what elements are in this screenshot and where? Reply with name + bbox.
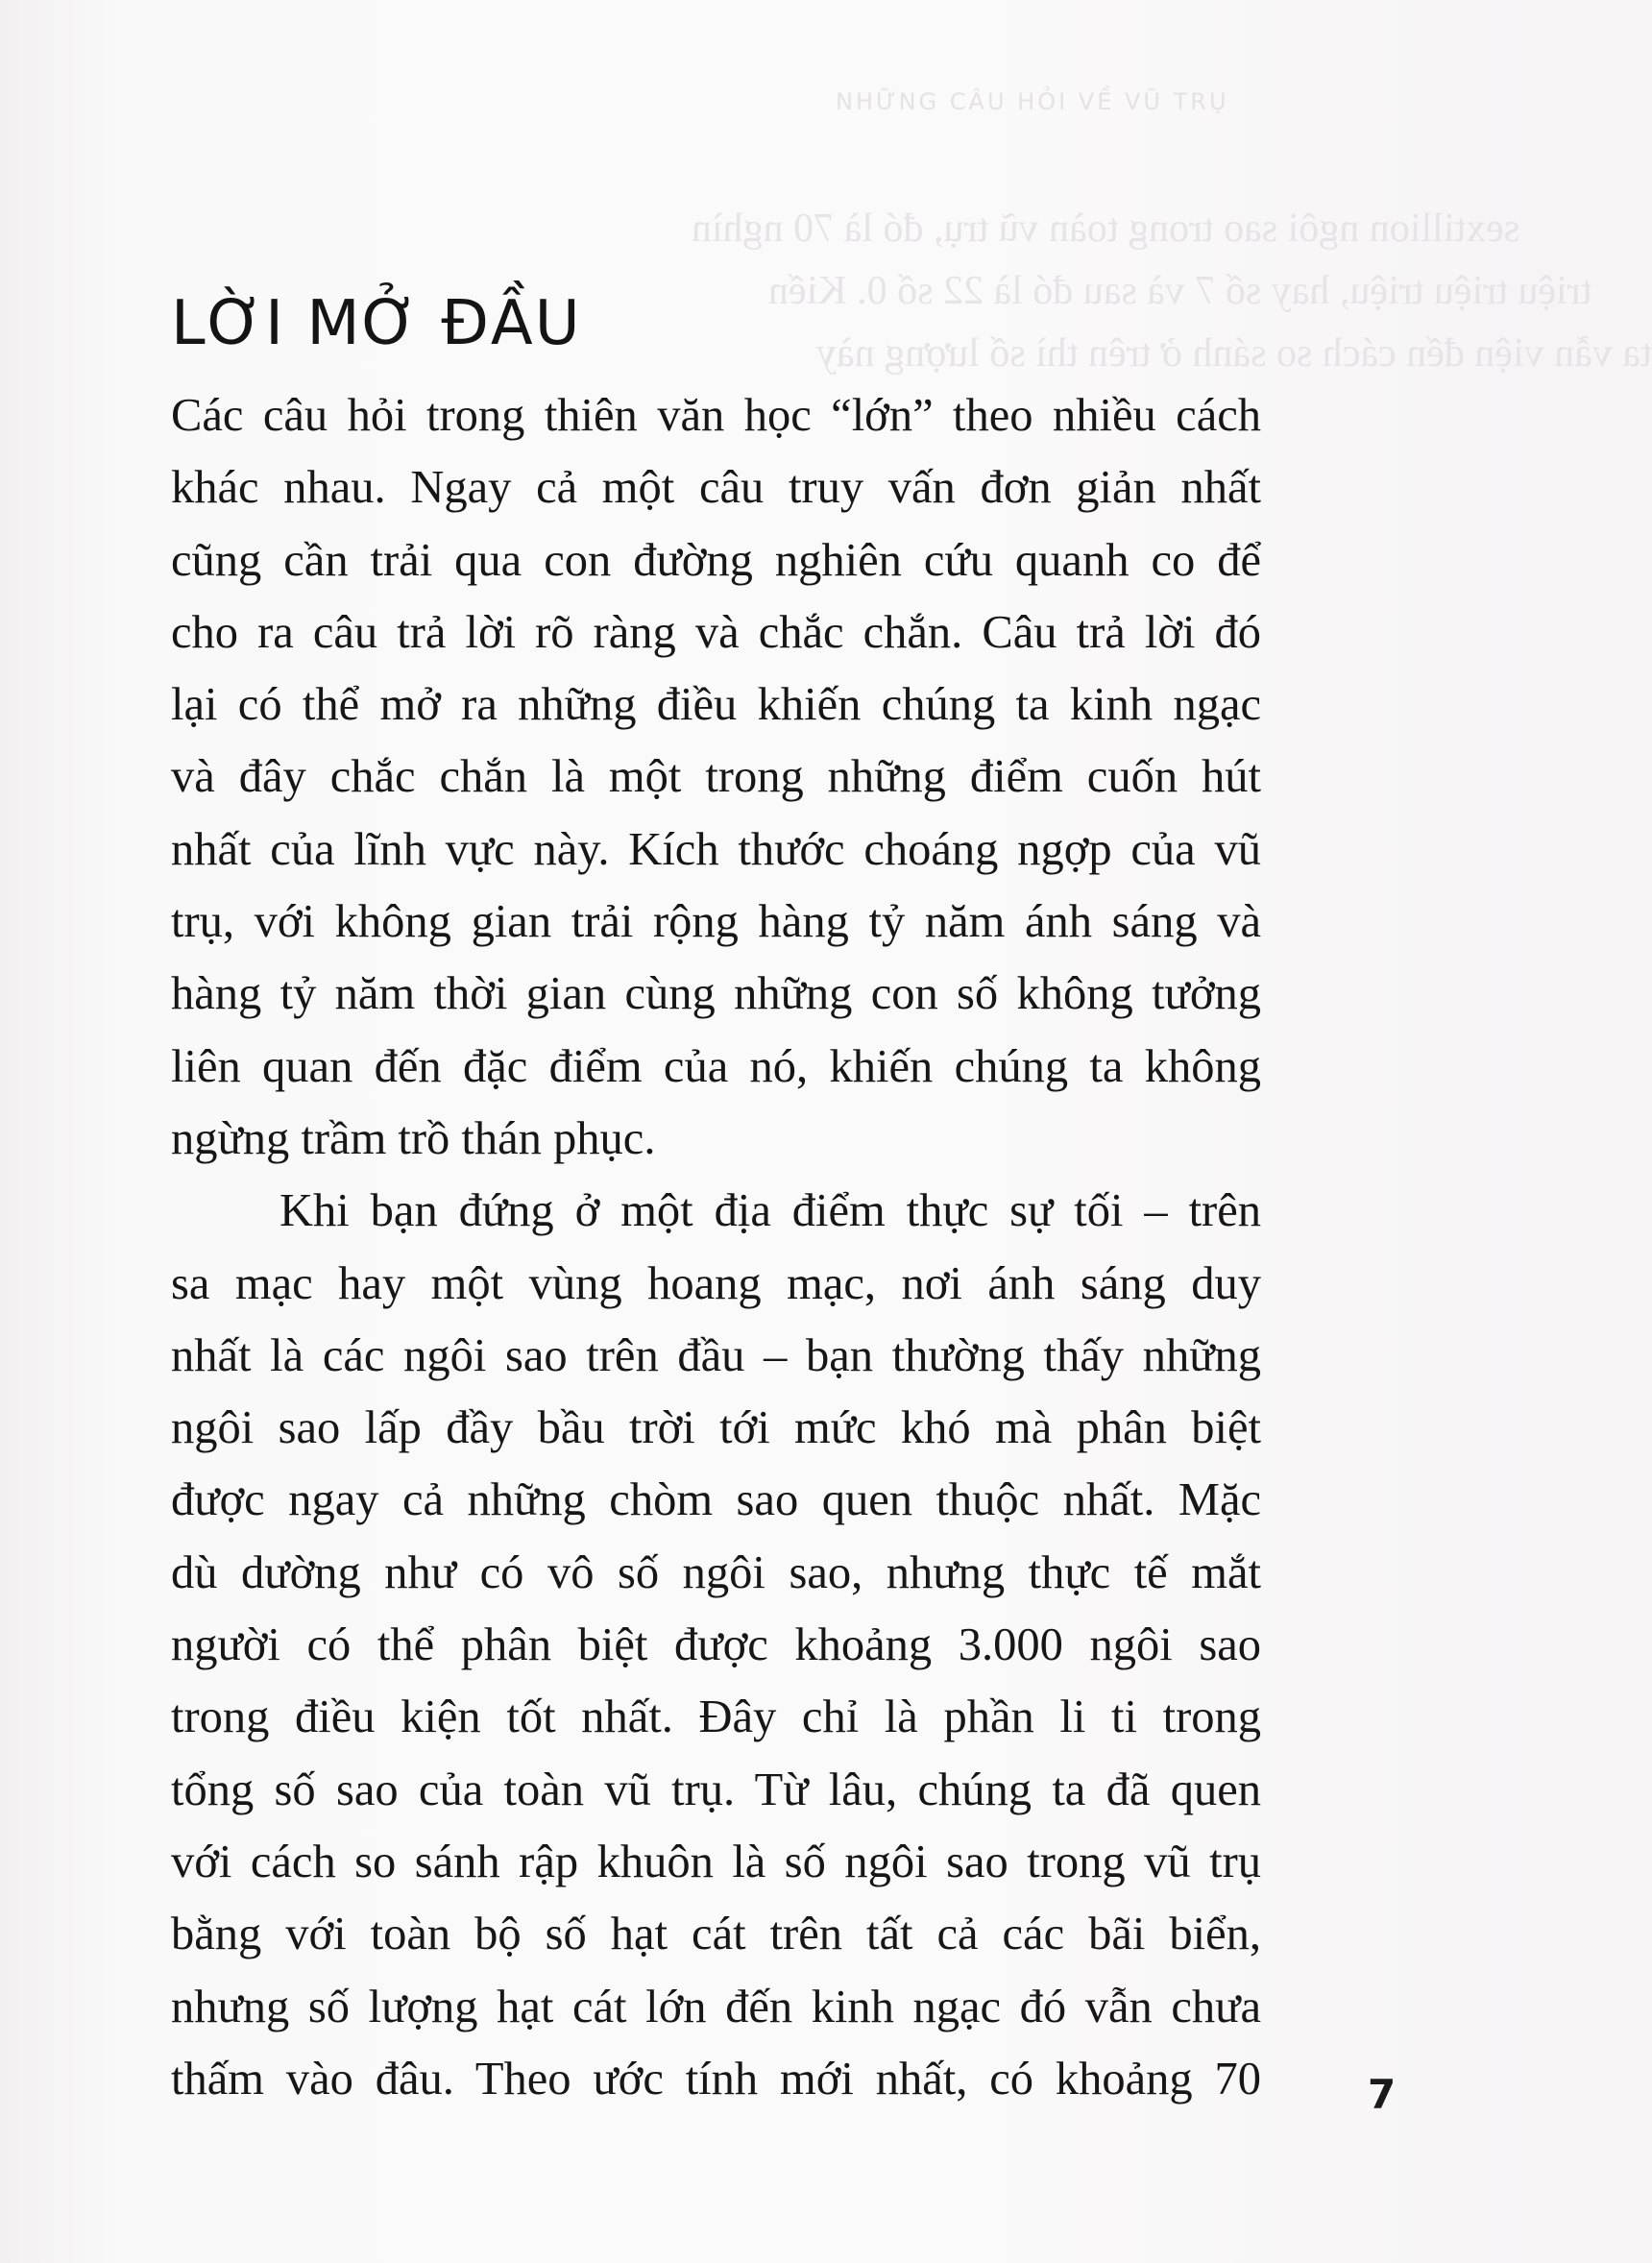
text-line: Các câu hỏi trong thiên văn học “lớn” theo nhiều cách: [171, 390, 1261, 441]
text-line: ngôi sao lấp đầy bầu trời tới mức khó mà phân biệt: [171, 1402, 1261, 1454]
text-line: trụ, với không gian trải rộng hàng tỷ năm ánh sáng và: [171, 896, 1261, 948]
body-text: [171, 379, 1261, 2115]
text-line: nhưng số lượng hạt cát lớn đến kinh ngạc đó vẫn chưa: [171, 1981, 1261, 2032]
show-through-line: triệu triệu triệu, hay số 7 và sau đó là 22 số 0. Kiến: [768, 269, 1592, 313]
paragraph-2: [171, 1175, 1261, 2115]
text-line: hàng tỷ năm thời gian cùng những con số không tưởng: [171, 968, 1261, 1020]
text-line: sa mạc hay một vùng hoang mạc, nơi ánh sáng duy: [171, 1257, 1261, 1309]
text-line: liên quan đến đặc điểm của nó, khiến chúng ta không: [171, 1040, 1261, 1092]
text-line: và đây chắc chắn là một trong những điểm cuốn hút: [171, 751, 1261, 803]
show-through-line: ta vẫn viện đến cách so sánh ở trên thì số lượng này: [816, 331, 1652, 376]
paragraph-1: [171, 379, 1261, 1175]
chapter-title: LỜI MỞ ĐẦU: [171, 288, 582, 359]
text-line: nhất của lĩnh vực này. Kích thước choáng ngợp của vũ: [171, 823, 1261, 875]
text-line: lại có thể mở ra những điều khiến chúng ta kinh ngạc: [171, 679, 1261, 731]
text-line: được ngay cả những chòm sao quen thuộc nhất. Mặc: [171, 1474, 1261, 1526]
text-line: trong điều kiện tốt nhất. Đây chỉ là phần li ti trong: [171, 1691, 1261, 1743]
text-line: Khi bạn đứng ở một địa điểm thực sự tối – trên: [279, 1185, 1261, 1237]
text-line: người có thể phân biệt được khoảng 3.000 ngôi sao: [171, 1619, 1261, 1671]
running-head-show-through: NHỮNG CÂU HỎI VỀ VŨ TRỤ: [836, 88, 1229, 115]
text-line: cũng cần trải qua con đường nghiên cứu quanh co để: [171, 534, 1261, 586]
show-through-line: sextillion ngôi sao trong toàn vũ trụ, đó là 70 nghìn: [692, 207, 1520, 251]
text-line: dù dường như có vô số ngôi sao, nhưng thực tế mắt: [171, 1546, 1261, 1598]
text-line: ngừng trầm trồ thán phục.: [171, 1112, 656, 1164]
text-line: bằng với toàn bộ số hạt cát trên tất cả các bãi biển,: [171, 1909, 1261, 1960]
text-line: tổng số sao của toàn vũ trụ. Từ lâu, chúng ta đã quen: [171, 1764, 1261, 1815]
text-line: cho ra câu trả lời rõ ràng và chắc chắn. Câu trả lời đó: [171, 606, 1261, 658]
text-line: thấm vào đâu. Theo ước tính mới nhất, có khoảng 70: [171, 2053, 1261, 2105]
text-line: với cách so sánh rập khuôn là số ngôi sao trong vũ trụ: [171, 1836, 1261, 1887]
text-line: khác nhau. Ngay cả một câu truy vấn đơn giản nhất: [171, 462, 1261, 514]
text-line: nhất là các ngôi sao trên đầu – bạn thường thấy những: [171, 1329, 1261, 1381]
page-number: 7: [1368, 2071, 1397, 2118]
